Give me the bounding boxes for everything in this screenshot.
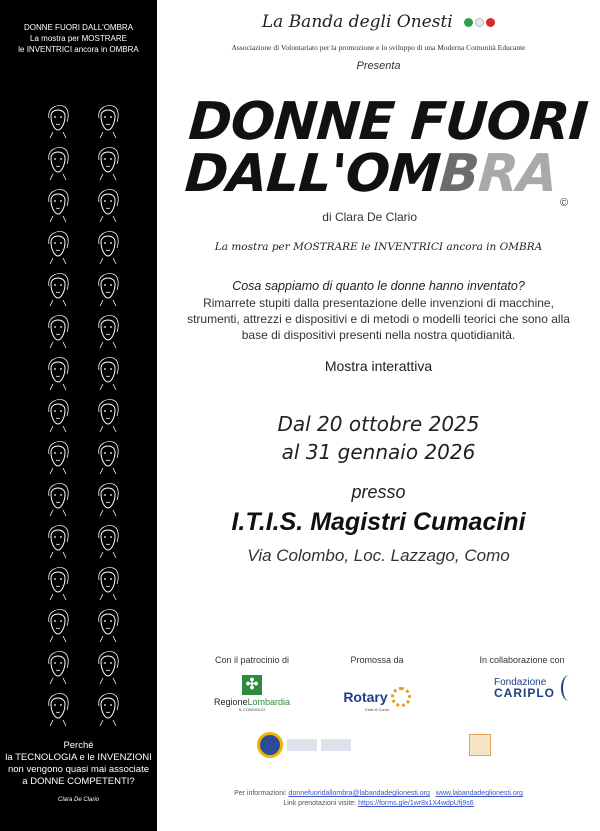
portrait-sketch-icon — [83, 142, 133, 184]
author-byline: di Clara De Clario — [322, 210, 417, 224]
portrait-sketch-icon — [33, 646, 83, 688]
portrait-sketch-icon — [33, 394, 83, 436]
email-link[interactable]: donnefuoridallombra@labandadeglionesti.org — [288, 790, 430, 797]
portrait-sketch-icon — [33, 478, 83, 520]
cariplo-helix-icon — [561, 675, 577, 701]
lead-question: Cosa sappiamo di quanto le donne hanno inventato? — [232, 279, 525, 293]
portrait-sketch-icon — [33, 184, 83, 226]
portrait-sketch-icon — [83, 604, 133, 646]
partner-logos-strip — [257, 728, 497, 762]
presso-label: presso — [351, 482, 406, 502]
sponsor-caption: Promossa da — [350, 655, 404, 665]
portrait-sketch-icon — [83, 184, 133, 226]
title-part: DALL'OM — [183, 144, 442, 204]
poster-title — [183, 92, 590, 204]
portrait-sketch-icon — [33, 604, 83, 646]
exhibit-type: Mostra interattiva — [324, 358, 433, 374]
portrait-sketch-icon — [83, 226, 133, 268]
portrait-sketch-icon — [83, 520, 133, 562]
portrait-sketch-icon — [33, 100, 83, 142]
presenta-label: Presenta — [356, 60, 401, 72]
sponsor-cariplo — [467, 655, 577, 701]
rotary-sub: Club di Como — [364, 707, 390, 712]
sidebar-bottom-text — [0, 740, 157, 788]
info-label: Per informazioni: — [234, 790, 287, 797]
website-link[interactable]: www.labandadeglionesti.org — [435, 790, 523, 797]
exhibit-dates — [157, 410, 600, 466]
rotary-wheel-icon — [391, 687, 411, 707]
portrait-sketch-icon — [33, 142, 83, 184]
brand-name: La Banda degli Onesti — [261, 12, 453, 32]
portrait-sketch-icon — [83, 688, 133, 730]
association-tagline: Associazione di Volontariato per la promozione e lo sviluppo di una Moderna Comunità Educante — [231, 43, 526, 52]
description: Rimarrete stupiti dalla presentazione delle invenzioni di macchine, strumenti, attrezzi e dispositivi e di metodi o modelli teorici che sono alla base di dispositivi presenti nella nostra quotidianità. — [187, 296, 570, 342]
portrait-sketch-icon — [83, 352, 133, 394]
portrait-sketch-icon — [33, 352, 83, 394]
lombardia-word: Lombardia — [247, 697, 291, 707]
sponsor-caption: In collaborazione con — [479, 655, 565, 665]
date-to: al 31 gennaio 2026 — [281, 440, 476, 464]
booking-link[interactable]: https://forms.gle/1wr8x1X4wdpUfj9s6 — [358, 800, 474, 807]
flag-white — [475, 18, 484, 27]
portrait-sketch-icon — [33, 520, 83, 562]
venue-name: I.T.I.S. Magistri Cumacini — [231, 508, 526, 536]
partner-emblem-icon — [469, 734, 491, 756]
sidebar-top-line: DONNE FUORI DALL'OMBRA — [23, 23, 134, 32]
flag-red — [486, 18, 495, 27]
portrait-sketch-icon — [33, 310, 83, 352]
sidebar-bottom-line: Perché — [63, 740, 94, 751]
sidebar-top-line: le INVENTRICI ancora in OMBRA — [18, 45, 139, 54]
portrait-sketch-icon — [33, 226, 83, 268]
portrait-sketch-icon — [33, 688, 83, 730]
portrait-sketch-icon — [83, 394, 133, 436]
flag-green — [464, 18, 473, 27]
portrait-sketch-icon — [83, 478, 133, 520]
sidebar-bottom-line: a DONNE COMPETENTI? — [22, 776, 135, 787]
rose-camuna-icon: ✣ — [242, 675, 262, 695]
portrait-sketch-icon — [33, 268, 83, 310]
footer-info — [157, 789, 600, 809]
brand-logo — [157, 12, 600, 32]
partner-badge-icon — [257, 732, 283, 758]
cariplo-word-b: CARIPLO — [494, 685, 555, 700]
portrait-sketch-icon — [83, 310, 133, 352]
cariplo-word-a: Fondazione — [494, 676, 547, 688]
portrait-grid — [33, 100, 133, 740]
sidebar-panel — [0, 0, 157, 831]
portrait-sketch-icon — [83, 646, 133, 688]
title-line-2 — [183, 144, 587, 204]
date-from: Dal 20 ottobre 2025 — [277, 412, 480, 436]
title-line-1: DONNE FUORI — [186, 92, 590, 152]
portrait-sketch-icon — [83, 268, 133, 310]
sponsor-regione — [197, 655, 307, 712]
title-part-shaded: B — [437, 144, 481, 204]
rotary-logo: Rotary — [343, 689, 388, 705]
sidebar-bottom-line: non vengono quasi mai associate — [7, 764, 149, 775]
flag-icon — [464, 18, 495, 27]
sidebar-bottom-line: la TECNOLOGIA e le INVENZIONI — [5, 752, 152, 763]
portrait-sketch-icon — [33, 562, 83, 604]
portrait-sketch-icon — [33, 436, 83, 478]
title-part-light: RA — [476, 144, 559, 204]
booking-label: Link prenotazioni visite: — [283, 800, 357, 807]
sidebar-author: Clara De Clario — [57, 797, 99, 803]
sponsors-row — [157, 655, 600, 715]
regione-word: Regione — [213, 697, 248, 707]
regione-sub: IL CONSIGLIO — [238, 707, 266, 712]
venue-address: Via Colombo, Loc. Lazzago, Como — [247, 546, 510, 565]
poster-content — [157, 0, 600, 831]
cariplo-logo — [467, 675, 577, 701]
regione-lombardia-logo — [197, 675, 307, 712]
partner-logo-icon — [321, 739, 351, 751]
sponsor-caption: Con il patrocinio di — [214, 655, 290, 665]
portrait-sketch-icon — [83, 100, 133, 142]
sidebar-top-text — [0, 22, 157, 55]
sponsor-rotary — [332, 655, 422, 712]
partner-logo-icon — [287, 739, 317, 751]
copyright-icon: © — [560, 197, 569, 209]
portrait-sketch-icon — [83, 436, 133, 478]
sidebar-top-line: La mostra per MOSTRARE — [30, 34, 127, 43]
portrait-sketch-icon — [83, 562, 133, 604]
poster-subtitle: La mostra per MOSTRARE le INVENTRICI ancora in OMBRA — [214, 241, 543, 253]
